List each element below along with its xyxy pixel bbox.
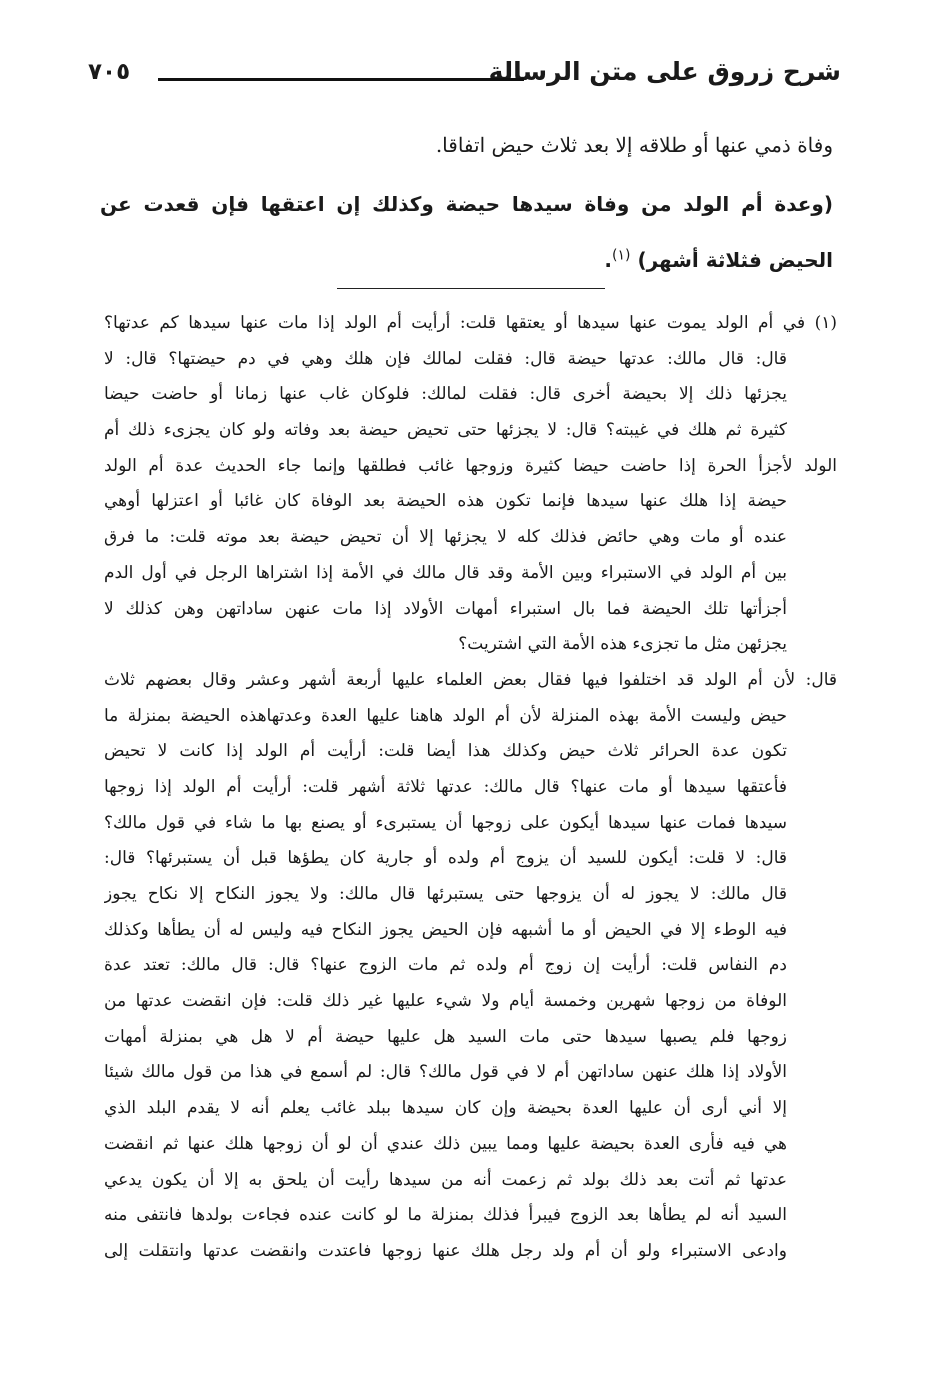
footnote-line (104, 1234, 837, 1270)
main-text-line: وفاة ذمي عنها أو طلاقه إلا بعد ثلاث حيض اتفاقا. (435, 133, 833, 157)
footnote-line: فأعتقها سيدها أو مات عنها؟ قال مالك: عدتها ثلاثة أشهر قلت: أرأيت أم الولد إذا زوجها (104, 776, 787, 797)
footnote-line: بين أم الولد في الاستبراء وبين الأمة وقد قال مالك في الأمة إذا اشتراها الرجل في أول الدم (104, 562, 787, 583)
footnote-line: إلا أني أرى أن عليها العدة بحيضة وإن كان سيدها ببلد غائب يعلم أنه لا يقدم البلد الذي (104, 1098, 787, 1119)
footnote-line: عنده أو مات وهي حائض فذلك كله لا يجزئها إلا أن تحيض حيضة بعد موته قلت: ما فرق (104, 527, 787, 548)
page-number: ٧٠٥ (88, 59, 131, 85)
footnote-line: فيه الوطء إلا في الحيض أو ما أشبهه فإن الحيض يجوز النكاح فيه وليس له أن يطأها وكذلك (104, 919, 787, 940)
footnote-line: حيضة إذا هلك عنها سيدها فإنما تكون هذه الحيضة بعد الوفاة كان غائبا أو اعتزلها أوهي (104, 491, 787, 512)
footnote-line: الوفاة من زوجها شهرين وخمسة أيام ولا شيء عليها غير ذلك قلت: فإن انقضت عدتها من (104, 991, 787, 1012)
footnote-line: (١) في أم الولد يموت عنها سيدها أو يعتقها قلت: أرأيت أم الولد إذا مات عنها سيدها كم عدتها؟ (104, 313, 837, 333)
footnote-line: تكون عدة الحرائر ثلاث حيض وكذلك هذا أيضا قلت: أرأيت أم الولد إذا كانت لا تحيض (104, 741, 787, 762)
footnote-line: دم النفاس قلت: أرأيت إن زوج أم ولده ثم مات الزوج عنها؟ قال: قال مالك: تعتد عدة (104, 955, 787, 976)
footnote-line: السيد أنه لم يطأها بعد الزوج فيبرأ فذلك بمنزلة ما لو كانت عنده فجاءت بولدها فانتفى منه (104, 1205, 787, 1226)
footnote-line: زوجها فلم يصبها سيدها حتى مات السيد هل عليها حيضة أم لا هل هي بمنزلة أمهات (104, 1026, 787, 1047)
footnote-line: قال: لا قلت: أيكون للسيد أن يزوج أم ولده أو جارية كان يطؤها قبل أن يستبرئها؟ قال: (104, 848, 787, 869)
footnote-line: يجزئهن مثل ما تجزىء هذه الأمة التي اشتريت؟ (458, 634, 787, 655)
matn-end: . (604, 248, 613, 272)
footnote-line: قال مالك: لا يجوز له أن يزوجها حتى يستبرئها قال مالك: ولا يجوز النكاح إلا نكاح يجوز (104, 884, 787, 904)
running-header (88, 52, 841, 102)
matn-quote: (وعدة أم الولد من وفاة سيدها حيضة وكذلك إن اعتقها فإن قعدت عن الحيض فثلاثة أشهر) (100, 192, 833, 272)
footnote-line: كثيرة ثم هلك في غيبته؟ قال: لا يجزئها حتى تحيض حيضة بعد وفاته ولو كان يجزىء ذلك أم (104, 420, 787, 441)
footnote-line: أجزأتها تلك الحيضة فما بال استبراء أمهات الأولاد إذا مات عنهن ساداتهن وهن كذلك لا (104, 598, 787, 619)
footnote-line-text: وادعى الاستبراء ولو أن أم ولد رجل هلك عنها زوجها فاعتدت وانقضت عدتها وانتقلت إلى (104, 1240, 787, 1261)
book-title: شرح زروق على متن الرسالة (488, 57, 841, 86)
footnote-line: هي فيه فأرى العدة بحيضة عليها ومما يبين ذلك عندي أن لو أن زوجها هلك عنها ثم انقضت (104, 1133, 787, 1154)
footnote-line: يجزئها ذلك إلا بحيضة أخرى قال: فقلت لمالك: فلوكان غاب عنها زمانا أو حاضت حيضا (104, 384, 787, 405)
footnote-separator (337, 288, 605, 289)
header-rule (158, 78, 524, 81)
footnote-line: قال: لأن أم الولد قد اختلفوا فيها فقال بعض العلماء عليها أربعة أشهر وعشر وقال بعضهم ثلاث (104, 669, 837, 690)
footnote-line: عدتها ثم أتت بعد ذلك بولد ثم زعمت أنه من سيدها رأيت أن يلحق به إلا أن يكون يدعي (104, 1169, 787, 1190)
footnote-reference: (١) (612, 247, 631, 264)
footnote-line: الأولاد إذا هلك عنهن ساداتهن أم لا في قول مالك؟ قال: لم أسمع في هذا من قول مالك شيئا (104, 1062, 787, 1083)
matn-text (100, 176, 833, 288)
footnote-line: قال: قال مالك: عدتها حيضة قال: فقلت لمالك فإن هلك وهي في دم حيضتها؟ قال: لا (104, 348, 787, 369)
footnote-line: سيدها فمات عنها سيدها أيكون على زوجها أن يستبرىء أو يصنع بها ما شاء في قول مالك؟ (104, 812, 787, 833)
footnote-line: حيض وليست الأمة بهذه المنزلة لأن أم الولد هاهنا عليها العدة وعدتهاهذه الحيضة بمنزلة ما (104, 705, 787, 726)
footnote (104, 306, 837, 1270)
footnote-line: الولد لأجزأ الحرة إذا حاضت حيضا كثيرة وزوجها غائب فطلقها وإنما جاء الحديث عدة أم الولد (104, 455, 837, 476)
